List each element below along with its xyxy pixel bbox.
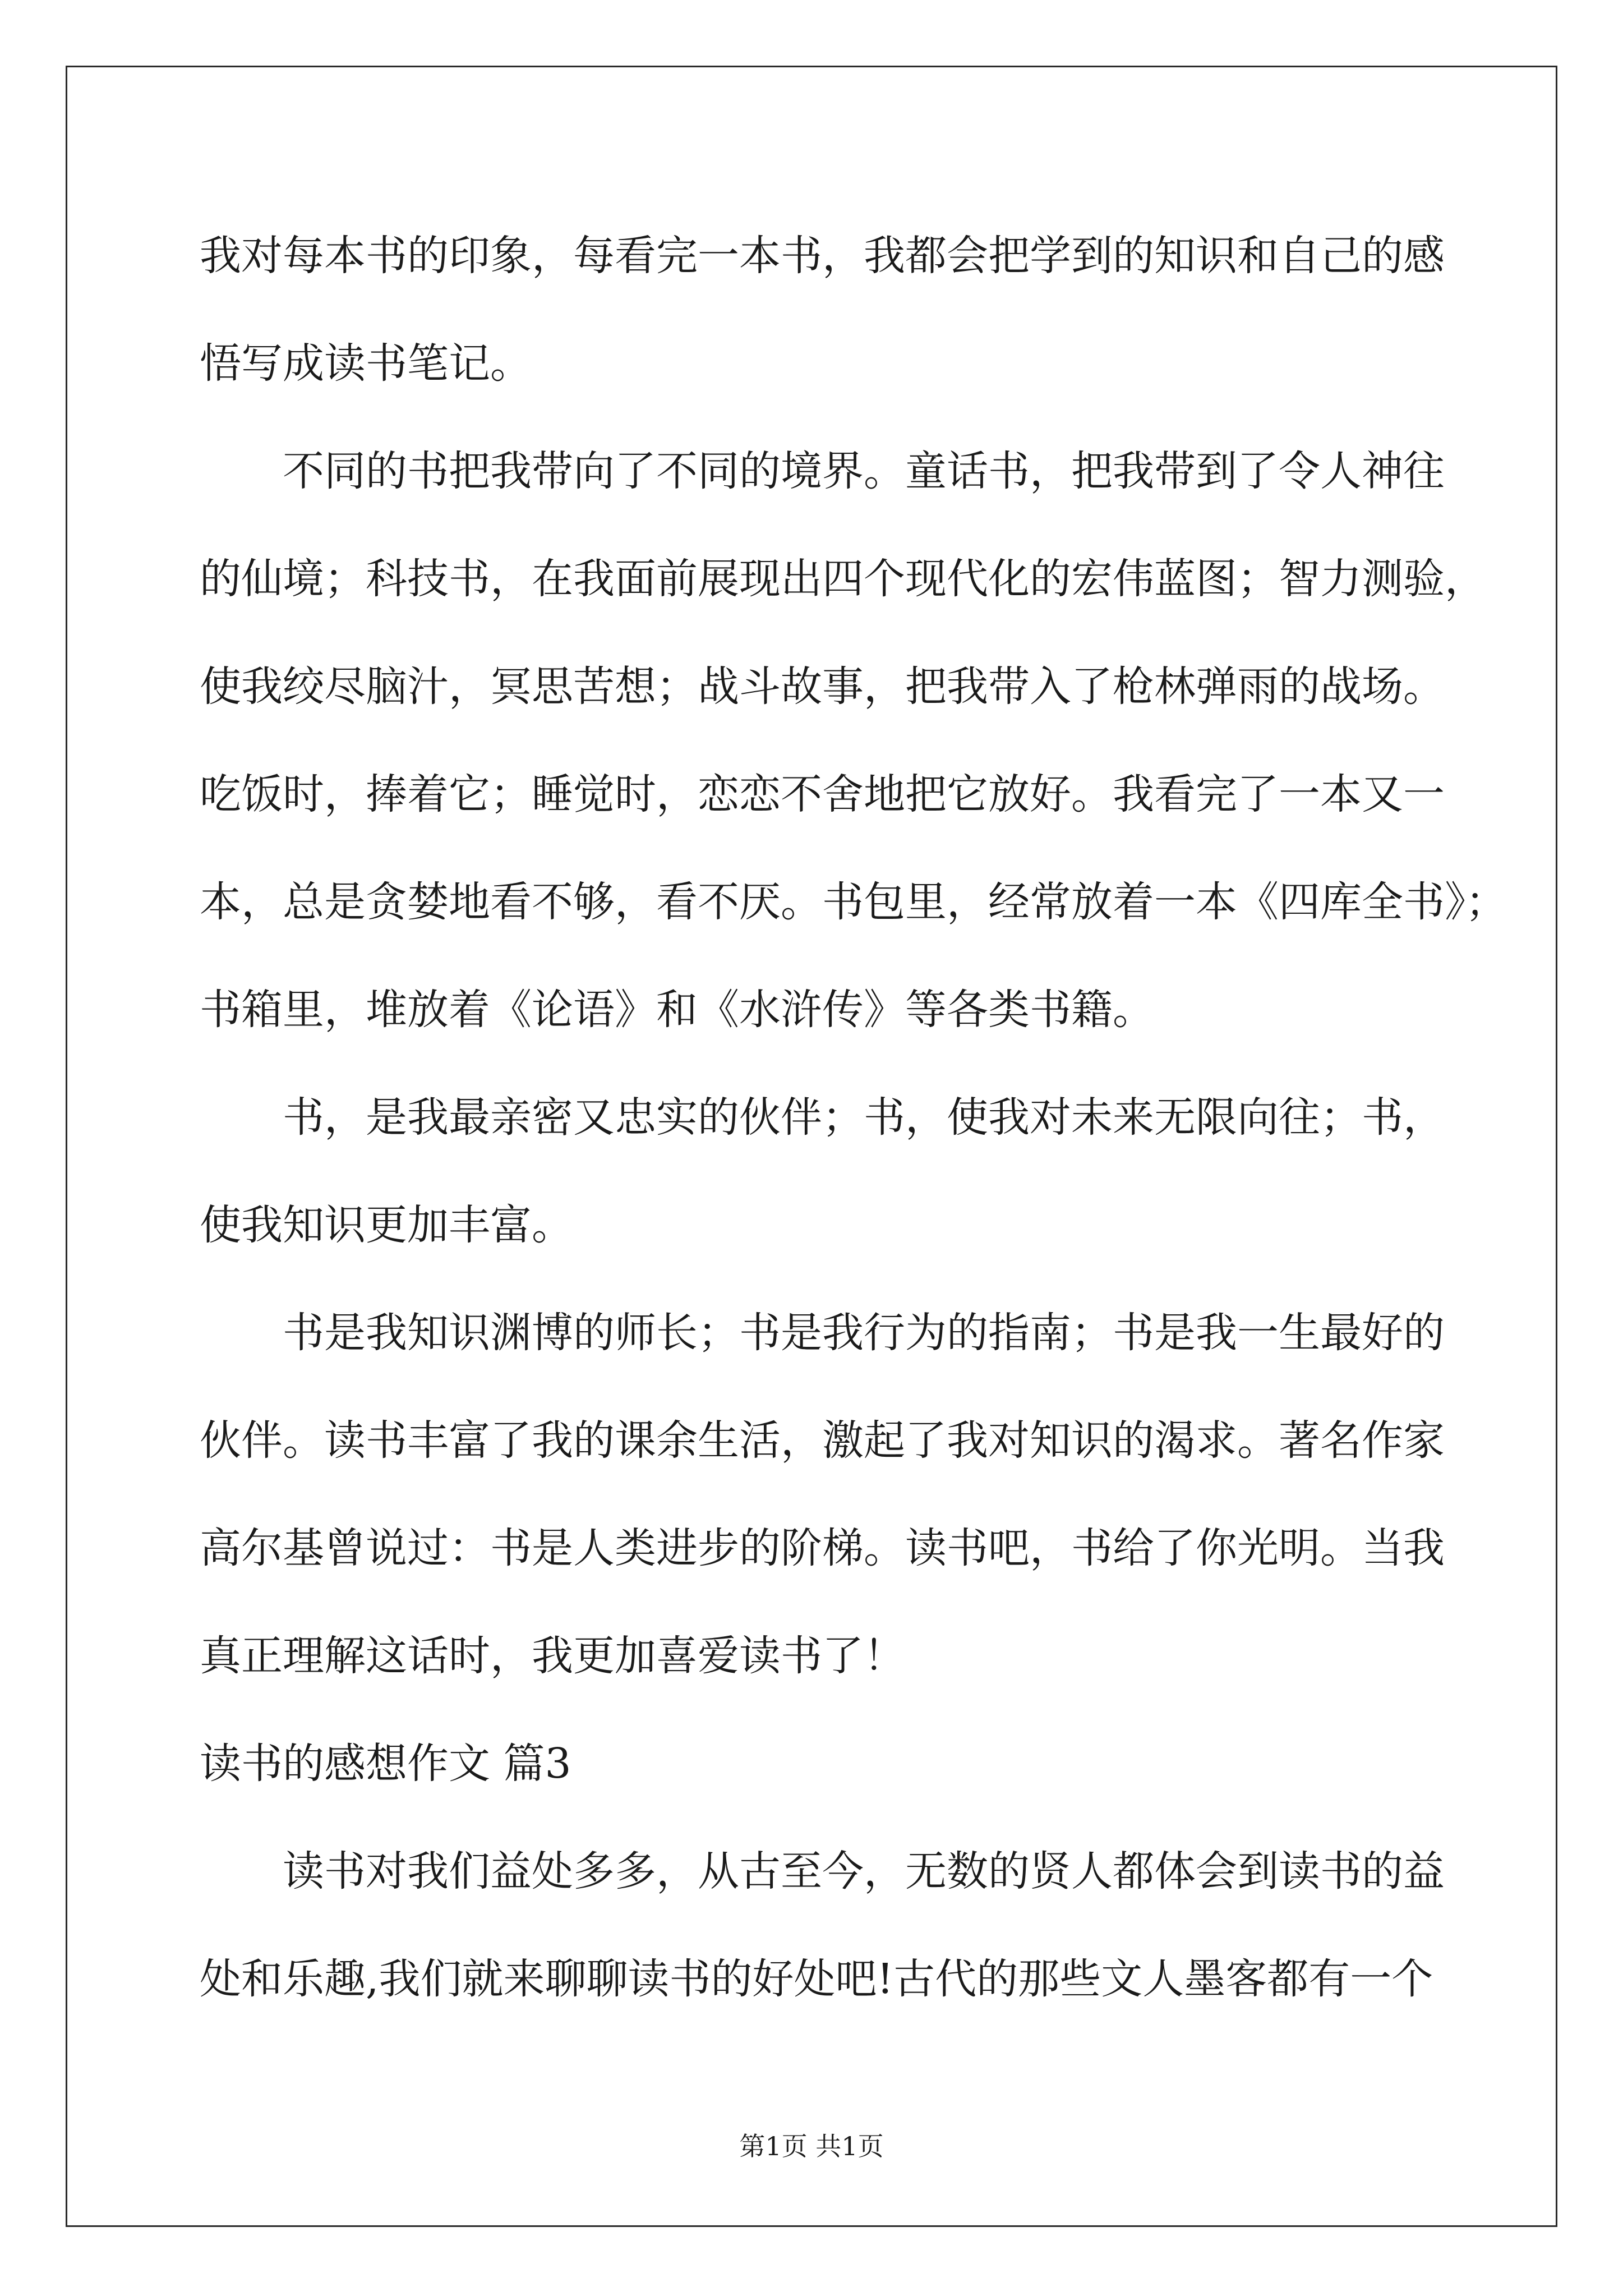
text-line: 伙伴。读书丰富了我的课余生活，激起了我对知识的渴求。著名作家 [200, 1416, 1445, 1465]
text-line: 高尔基曾说过：书是人类进步的阶梯。读书吧，书给了你光明。当我 [200, 1524, 1445, 1572]
text-line: 书是我知识渊博的师长；书是我行为的指南；书是我一生最好的 [283, 1309, 1445, 1357]
document-body [200, 202, 1507, 2033]
text-line: 书箱里，堆放着《论语》和《水浒传》等各类书籍。 [200, 986, 1154, 1034]
text-line: 书，是我最亲密又忠实的伙伴；书，使我对未来无限向往；书， [283, 1093, 1445, 1142]
text-line: 我对每本书的印象，每看完一本书，我都会把学到的知识和自己的感 [200, 232, 1445, 280]
text-line: 真正理解这话时，我更加喜爱读书了！ [200, 1632, 905, 1680]
text-line: 的仙境；科技书，在我面前展现出四个现代化的宏伟蓝图；智力测验， [200, 555, 1486, 603]
text-line: 读书对我们益处多多，从古至今，无数的贤人都体会到读书的益 [283, 1847, 1445, 1895]
text-line: 本，总是贪婪地看不够，看不厌。书包里，经常放着一本《四库全书》； [200, 878, 1507, 926]
text-line: 吃饭时，捧着它；睡觉时，恋恋不舍地把它放好。我看完了一本又一 [200, 770, 1445, 818]
section-heading: 读书的感想作文 篇3 [200, 1740, 571, 1788]
text-line: 处和乐趣,我们就来聊聊读书的好处吧!古代的那些文人墨客都有一个 [200, 1955, 1433, 2003]
text-line: 不同的书把我带向了不同的境界。童话书，把我带到了令人神往 [283, 447, 1445, 495]
page-number: 第1页 共1页 [739, 2131, 884, 2161]
text-line: 使我知识更加丰富。 [200, 1201, 573, 1249]
text-line: 使我绞尽脑汁，冥思苦想；战斗故事，把我带入了枪林弹雨的战场。 [200, 662, 1445, 711]
text-line: 悟写成读书笔记。 [200, 339, 532, 388]
